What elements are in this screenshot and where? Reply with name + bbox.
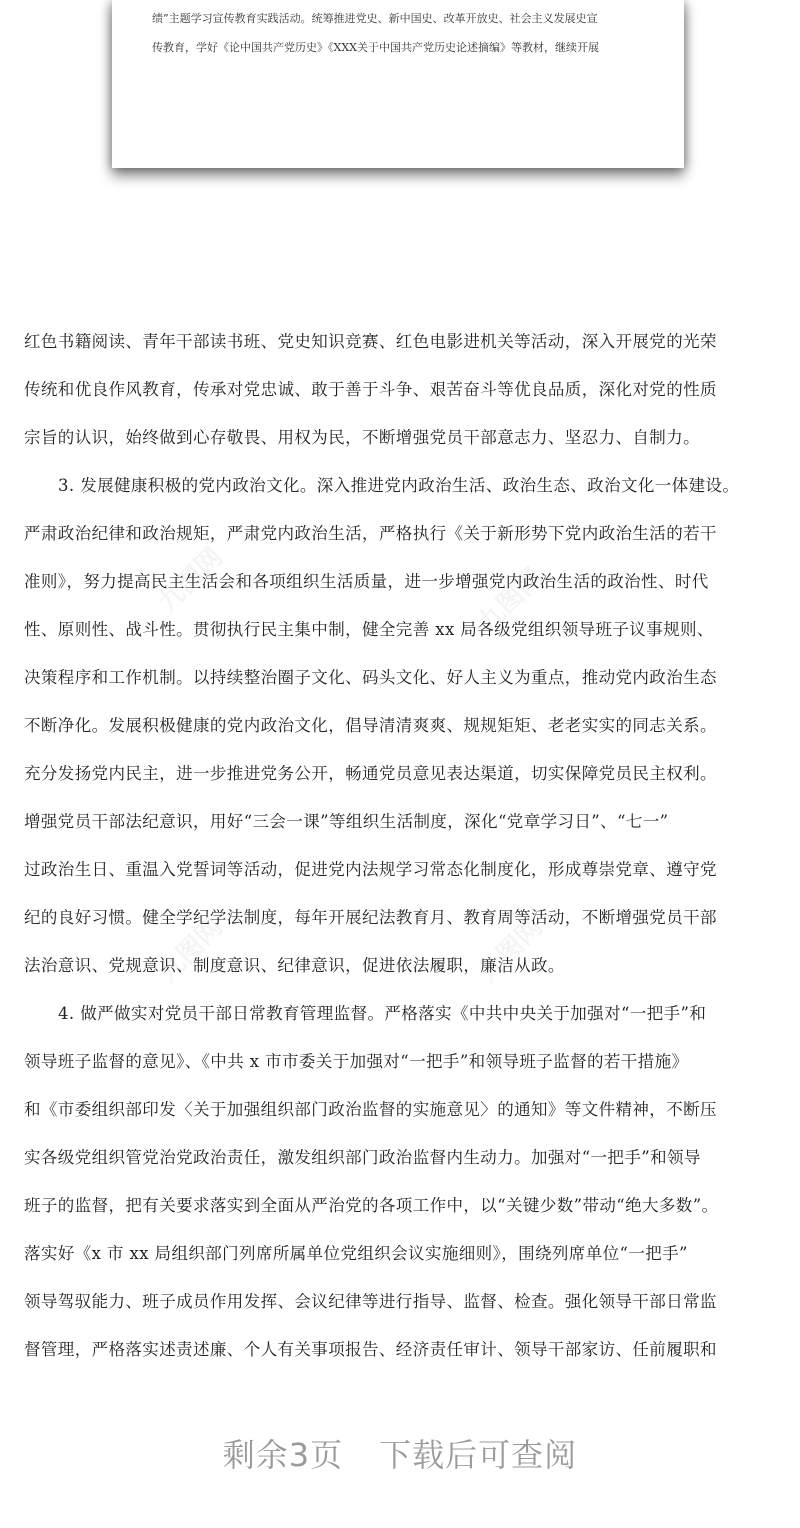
text-line: 不断净化。发展积极健康的党内政治文化，倡导清清爽爽、规规矩矩、老老实实的同志关系。 [24,716,717,735]
text-line: 决策程序和工作机制。以持续整治圈子文化、码头文化、好人主义为重点，推动党内政治生态 [24,668,717,687]
text-line: 班子的监督，把有关要求落实到全面从严治党的各项工作中，以“关键少数”带动“绝大多数”。 [24,1196,719,1215]
text-line: 督管理，严格落实述责述廉、个人有关事项报告、经济责任审计、领导干部家访、任前履职和 [24,1340,717,1359]
text-line: 增强党员干部法纪意识，用好“三会一课”等组织生活制度，深化“党章学习日”、“七一” [24,812,669,831]
text-line: 实各级党组织管党治党政治责任，激发组织部门政治监督内生动力。加强对“一把手”和领导 [24,1148,701,1167]
text-line: 严肃政治纪律和政治规矩，严肃党内政治生活，严格执行《关于新形势下党内政治生活的若干 [24,524,717,543]
text-line: 法治意识、党规意识、制度意识、纪律意识，促进依法履职，廉洁从政。 [24,956,565,975]
text-line: 落实好《x 市 xx 局组织部门列席所属单位党组织会议实施细则》，围绕列席单位“一把手” [24,1244,688,1263]
text-line: 过政治生日、重温入党誓词等活动，促进党内法规学习常态化制度化，形成尊崇党章、遵守党 [24,860,717,879]
text-line: 充分发扬党内民主，进一步推进党务公开，畅通党员意见表达渠道，切实保障党员民主权利。 [24,764,717,783]
text-line: 纪的良好习惯。健全学纪学法制度，每年开展纪法教育月、教育周等活动，不断增强党员干部 [24,908,717,927]
text-line: 领导班子监督的意见》、《中共 x 市市委关于加强对“一把手”和领导班子监督的若干措施》 [24,1052,689,1071]
text-line: 准则》，努力提高民主生活会和各项组织生活质量，进一步增强党内政治生活的政治性、时代 [24,572,709,591]
download-to-view-label: 下载后可查阅 [379,1436,578,1474]
text-line: 红色书籍阅读、青年干部读书班、党史知识竞赛、红色电影进机关等活动，深入开展党的光荣 [24,332,717,351]
watermark: 九图网 [472,912,549,989]
text-line: 领导驾驭能力、班子成员作用发挥、会议纪律等进行指导、监督、检查。强化领导干部日常监 [24,1292,717,1311]
section-heading-4: 4. 做严做实对党员干部日常教育管理监督。严格落实《中共中央关于加强对“一把手”和 [58,1004,707,1023]
watermark: 九图网 [472,562,549,639]
section-heading-3: 3. 发展健康积极的党内政治文化。深入推进党内政治生活、政治生态、政治文化一体建设。 [58,476,740,495]
text-line: 传统和优良作风教育，传承对党忠诚、敢于善于斗争、艰苦奋斗等优良品质，深化对党的性质 [24,380,717,399]
preview-line: 传教育，学好《论中国共产党历史》《XXX关于中国共产党历史论述摘编》等教材，继续开展 [152,41,599,54]
text-line: 和《市委组织部印发〈关于加强组织部门政治监督的实施意见〉的通知》等文件精神，不断压 [24,1100,717,1119]
text-line: 性、原则性、战斗性。贯彻执行民主集中制，健全完善 xx 局各级党组织领导班子议事规则、 [24,620,714,639]
remaining-pages-label: 剩余3页 [222,1436,344,1474]
watermark: 九图网 [152,912,229,989]
watermark: 九图网 [152,542,229,619]
preview-line: 绩”主题学习宣传教育实践活动。统筹推进党史、新中国史、改革开放史、社会主义发展史宣 [152,12,598,25]
download-prompt[interactable] [0,1430,800,1476]
text-line: 宗旨的认识，始终做到心存敬畏、用权为民，不断增强党员干部意志力、坚忍力、自制力。 [24,428,700,447]
preview-page-card [112,0,684,168]
